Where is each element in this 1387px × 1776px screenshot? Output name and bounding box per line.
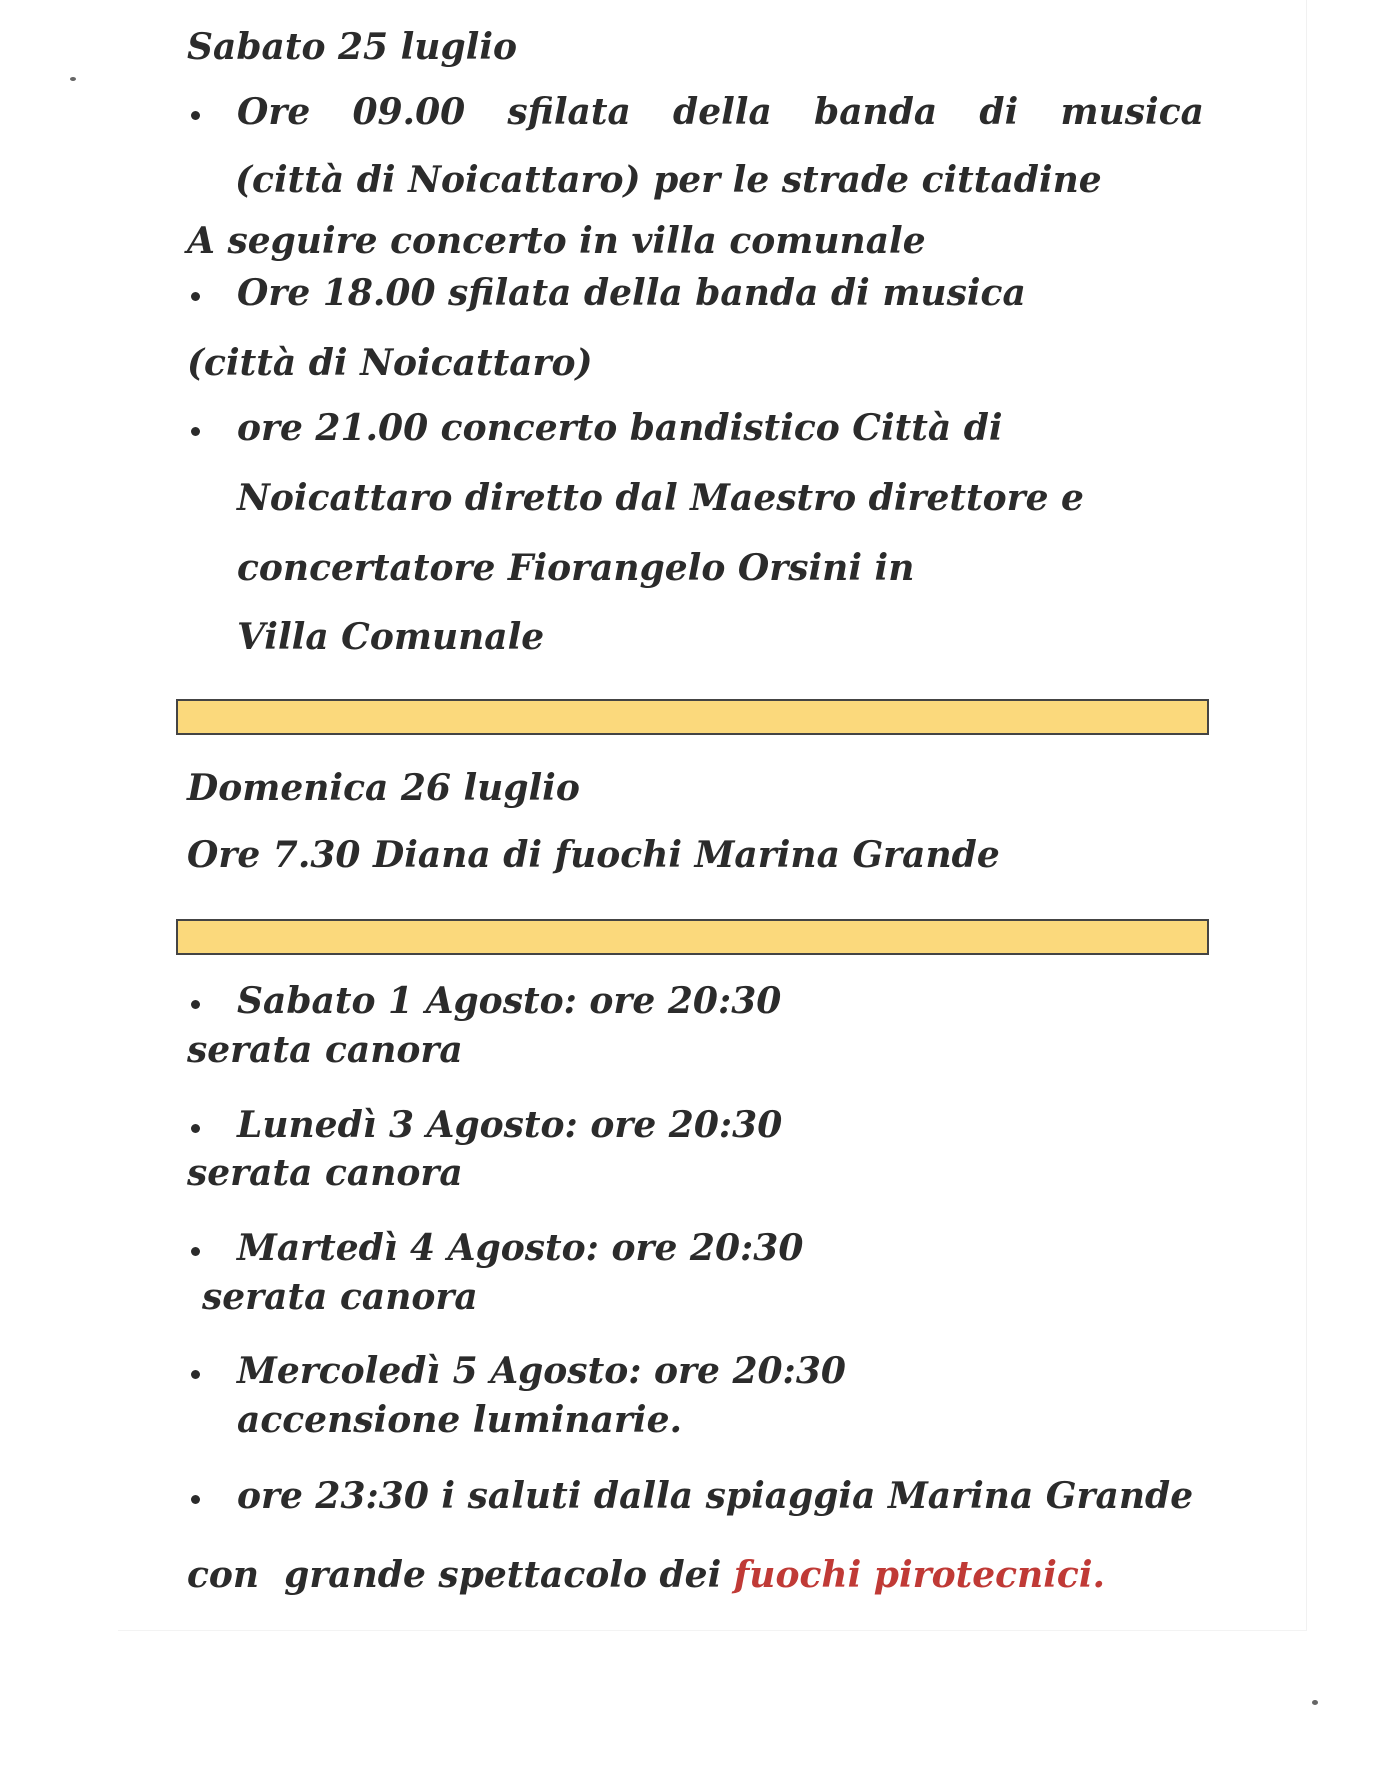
event-detail: serata canora (187, 1029, 463, 1071)
bullet-icon (191, 1247, 200, 1256)
word: Ore (237, 91, 311, 133)
fireworks-highlight: fuochi pirotecnici. (733, 1554, 1106, 1596)
bullet-icon (191, 111, 200, 120)
scan-speck (70, 77, 76, 81)
event-detail: accensione luminarie. (237, 1399, 683, 1441)
event-detail: serata canora (187, 1152, 463, 1194)
event-line: A seguire concerto in villa comunale (187, 220, 926, 262)
bullet-icon (191, 1124, 200, 1133)
event-title: Lunedì 3 Agosto: ore 20:30 (237, 1104, 783, 1146)
bullet-icon (191, 1370, 200, 1379)
bullet-icon (191, 1000, 200, 1009)
yellow-divider (176, 919, 1209, 955)
word: sfilata (507, 91, 631, 133)
bullet-icon (191, 1495, 200, 1504)
event-line: (città di Noicattaro) per le strade cittadine (235, 159, 1102, 201)
word: 09.00 (352, 91, 466, 133)
section-heading-sabato-25: Sabato 25 luglio (187, 26, 518, 68)
word: musica (1060, 91, 1204, 133)
yellow-divider (176, 699, 1209, 735)
bullet-icon (191, 427, 200, 436)
event-title: Sabato 1 Agosto: ore 20:30 (237, 980, 782, 1022)
event-line: concertatore Fiorangelo Orsini in (237, 547, 915, 589)
section-heading-domenica-26: Domenica 26 luglio (187, 767, 580, 809)
word: di (979, 91, 1019, 133)
event-detail: serata canora (202, 1276, 478, 1318)
event-line (237, 93, 1204, 133)
event-title: Mercoledì 5 Agosto: ore 20:30 (237, 1350, 846, 1392)
finale-prefix: con grande spettacolo dei (187, 1554, 734, 1596)
event-line: ore 21.00 concerto bandistico Città di (237, 407, 1003, 449)
word: della (673, 91, 772, 133)
event-title: Martedì 4 Agosto: ore 20:30 (237, 1227, 804, 1269)
event-line: Villa Comunale (237, 616, 545, 658)
event-line: Ore 7.30 Diana di fuochi Marina Grande (187, 834, 1000, 876)
event-line: Ore 18.00 sfilata della banda di musica (237, 272, 1026, 314)
event-line: ore 23:30 i saluti dalla spiaggia Marina Grande (237, 1475, 1194, 1517)
event-line: (città di Noicattaro) (187, 342, 593, 384)
bullet-icon (191, 292, 200, 301)
word: banda (814, 91, 938, 133)
event-line: Noicattaro diretto dal Maestro direttore e (237, 477, 1084, 519)
finale-line (187, 1556, 1105, 1596)
scan-speck (1312, 1700, 1318, 1705)
